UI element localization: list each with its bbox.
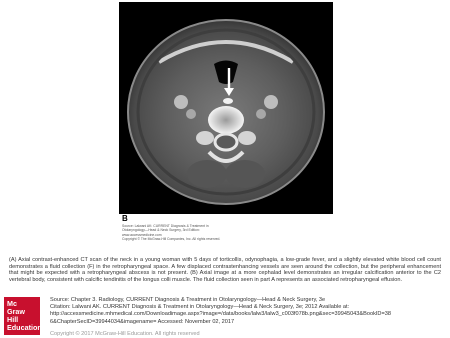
logo-line: Mc (7, 299, 17, 308)
citation-url-line[interactable]: http://accessmedicine.mhmedical.com/Downloadimage.aspx?image=/data/books/lalw3/lalw3_c003f078b.png&sec=39945043&BookID=38 (50, 311, 391, 318)
citation-accessed-line: 6&ChapterSecID=39944034&imagename= Accessed: November 02, 2017 (50, 318, 235, 325)
logo-line: Hill (7, 315, 19, 324)
copyright-notice: Copyright © 2017 McGraw-Hill Education. All rights reserved (50, 331, 200, 337)
figure-source-line: Source: Lalwani AK: CURRENT Diagnosis & Treatment in (122, 224, 209, 228)
figure-source-note (122, 224, 342, 241)
citation-block (50, 297, 446, 326)
mcgraw-hill-education-logo (4, 297, 40, 335)
logo-line: Education (7, 323, 42, 332)
ct-scan-image (119, 2, 333, 214)
source-line: Source: Chapter 3. Radiology, CURRENT Diagnosis & Treatment in Otolaryngology—Head & Neck Surgery, 3e (50, 297, 326, 303)
figure-source-line: Otolaryngology—Head & Neck Surgery, 3rd Edition: (122, 228, 200, 233)
citation-line: Citation: Lalwani AK. CURRENT Diagnosis & Treatment in Otolaryngology—Head & Neck Surgery, 3e; 2012 Available at: (50, 304, 350, 311)
logo-line: Graw (7, 307, 25, 316)
figure-source-line: www.accessmedicine.com (122, 232, 162, 237)
panel-label: B (122, 214, 128, 223)
figure-caption: (A) Axial contrast-enhanced CT scan of the neck in a young woman with 5 days of torticollis, odynophagia, a low-grade fever, and a slightly elevated white blood cell count demonstrates a fluid collection (F) in the retropharyngeal space. A few displaced contrastenhancing vessels are seen around the collection, but the peripheral enhancement that might be expected with a retropharyngeal abscess is not present. (B) Axial image at a more cephalad level demonstrates an irregular calcification anterior to the C2 vertebral body, consistent with calcific tendinitis of the longus colli muscle. The fluid collection seen in part A represents an associated retropharyngeal effusion. (9, 257, 441, 283)
figure-source-line: Copyright © The McGraw-Hill Companies, Inc. All rights reserved. (122, 236, 221, 241)
ct-scan-graphic (119, 2, 333, 214)
